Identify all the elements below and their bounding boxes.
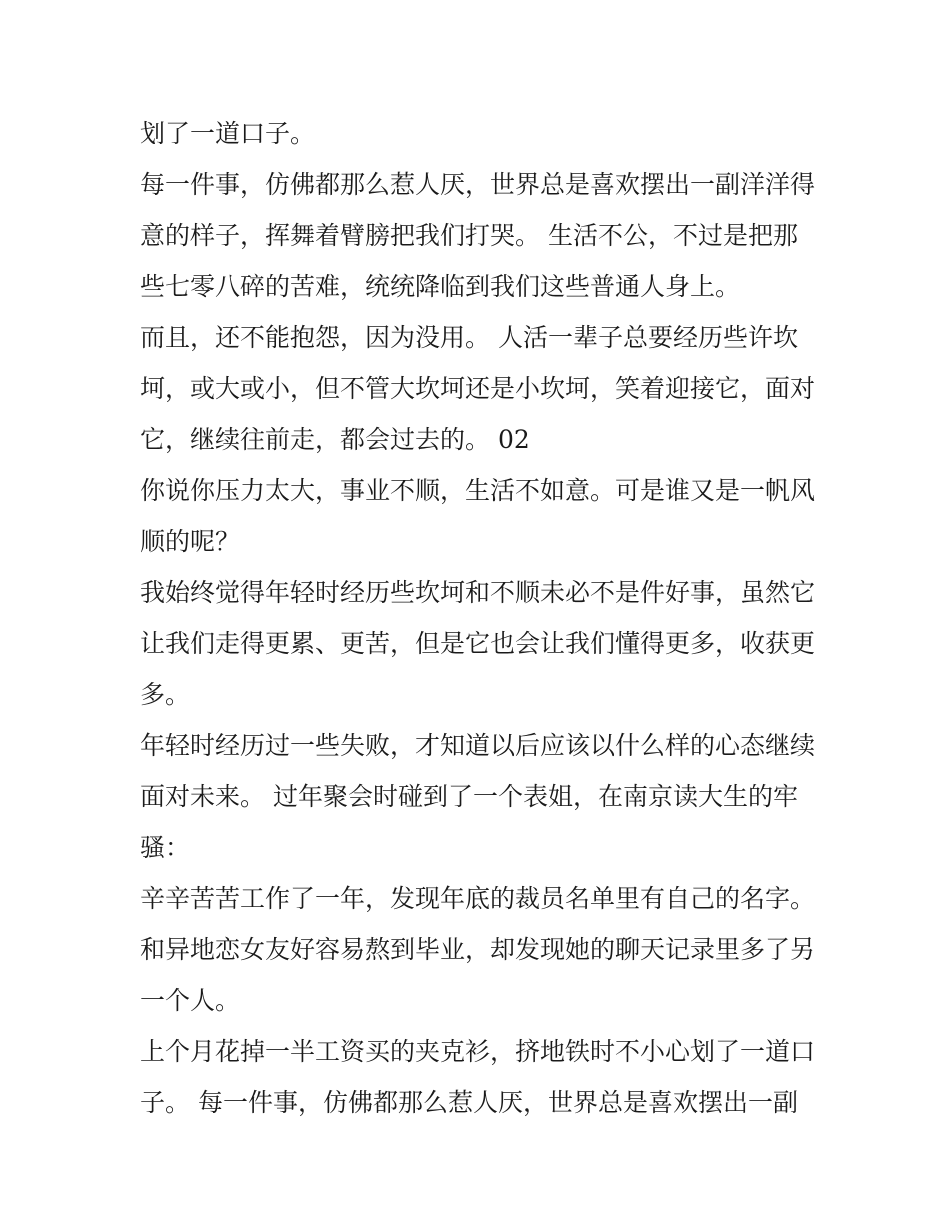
text-line: 面对未来。 过年聚会时碰到了一个表姐，在南京读大生的牢 xyxy=(140,782,798,811)
body-text xyxy=(140,108,820,1128)
text-line: 和异地恋女友好容易熬到毕业，却发现她的聊天记录里多了另 xyxy=(140,935,816,964)
text-line: 它，继续往前走，都会过去的。 02 xyxy=(140,425,530,454)
text-line: 年轻时经历过一些失败，才知道以后应该以什么样的心态继续 xyxy=(140,731,816,760)
text-line: 让我们走得更累、更苦，但是它也会让我们懂得更多，收获更 xyxy=(140,629,816,658)
text-line: 上个月花掉一半工资买的夹克衫，挤地铁时不小心划了一道口 xyxy=(140,1037,816,1066)
text-line: 你说你压力太大，事业不顺，生活不如意。可是谁又是一帆风 xyxy=(140,476,816,505)
text-line: 坷，或大或小，但不管大坎坷还是小坎坷，笑着迎接它，面对 xyxy=(140,374,816,403)
text-line: 意的样子，挥舞着臂膀把我们打哭。 生活不公，不过是把那 xyxy=(140,221,798,250)
text-line: 辛辛苦苦工作了一年，发现年底的裁员名单里有自己的名字。 xyxy=(140,884,816,913)
text-line: 而且，还不能抱怨，因为没用。 人活一辈子总要经历些许坎 xyxy=(140,323,798,352)
text-line: 子。 每一件事，仿佛都那么惹人厌，世界总是喜欢摆出一副 xyxy=(140,1088,798,1117)
text-line: 骚： xyxy=(140,833,191,862)
text-line: 划了一道口子。 xyxy=(140,119,316,148)
text-line: 多。 xyxy=(140,680,191,709)
text-line: 顺的呢？ xyxy=(140,527,241,556)
text-line: 我始终觉得年轻时经历些坎坷和不顺未必不是件好事，虽然它 xyxy=(140,578,816,607)
text-line: 一个人。 xyxy=(140,986,241,1015)
text-line: 每一件事，仿佛都那么惹人厌，世界总是喜欢摆出一副洋洋得 xyxy=(140,170,816,199)
text-line: 些七零八碎的苦难，统统降临到我们这些普通人身上。 xyxy=(140,272,741,301)
